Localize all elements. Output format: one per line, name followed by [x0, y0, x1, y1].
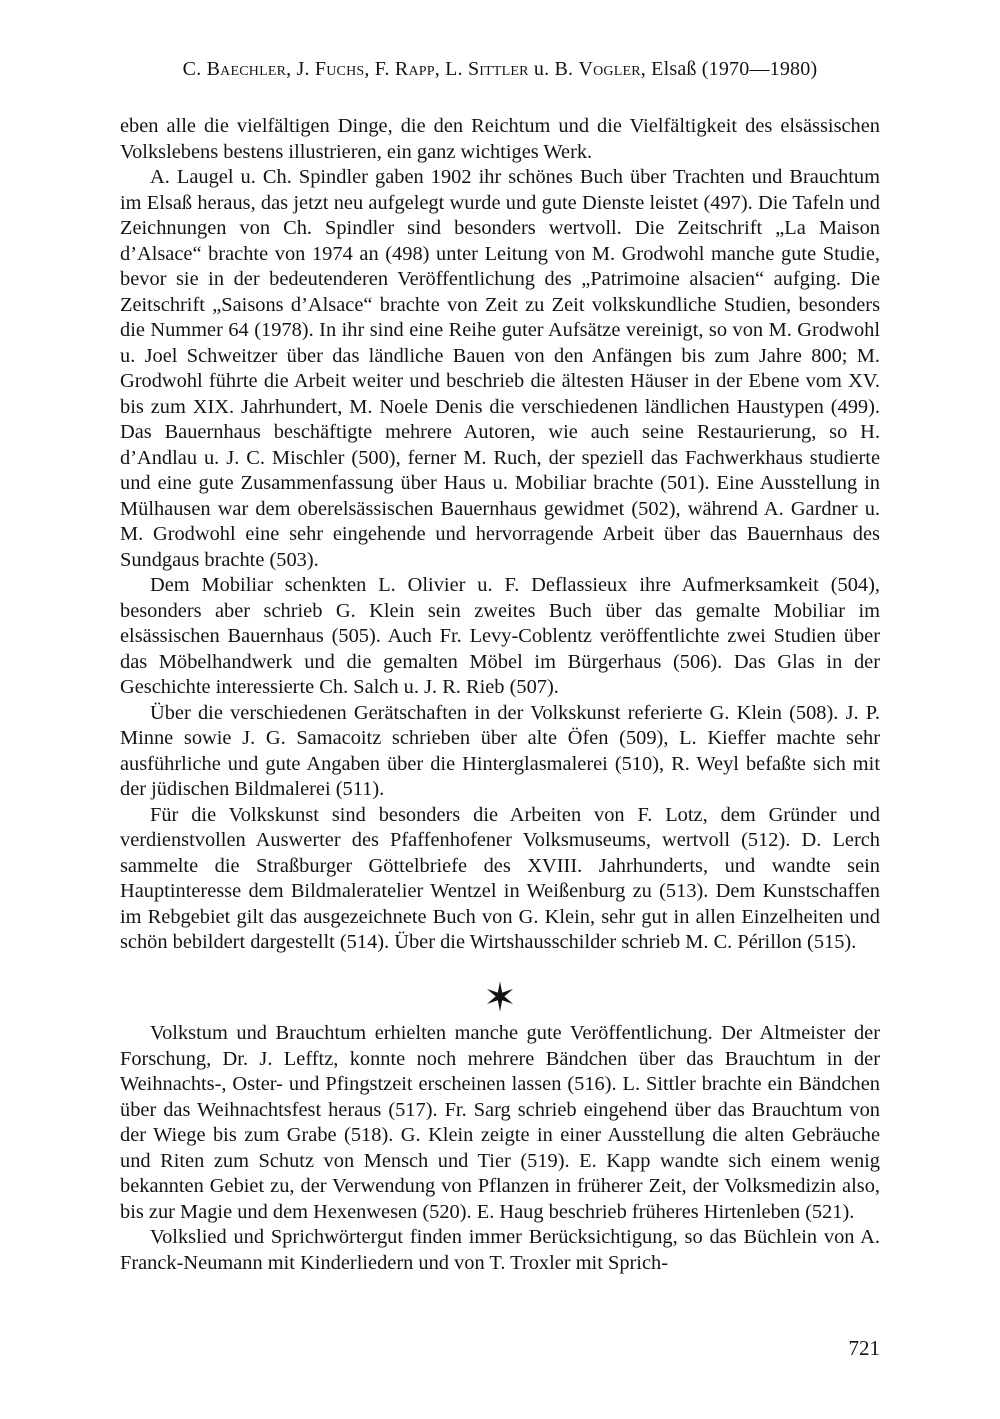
running-head-initials: , J. — [286, 58, 315, 80]
section-separator-star-icon: ✶ — [483, 975, 517, 1021]
paragraph: Volkstum und Brauchtum erhielten manche gute Veröffentlichung. Der Altmeister der Forschung, Dr. J. Lefftz, konnte noch mehrere Bändchen über das Brauchtum in der Weihnachts-, Oster- und Pfingstzeit erscheinen lassen (516). L. Sittler brachte ein Bändchen über das Weihnachtsfest heraus (517). Fr. Sarg schrieb eingehend über das Brauchtum von der Wiege bis zum Grabe (518). G. Klein zeigte in einer Ausstellung die alten Gebräuche und Riten zum Schutz von Mensch und Tier (519). E. Kapp wandte sich einem wenig bekannten Gebiet zu, der Verwendung von Pflanzen in früherer Zeit, der Volksmedizin also, bis zur Magie und dem Hexenwesen (520). E. Haug beschrieb früheres Hirtenleben (521). — [120, 1022, 880, 1223]
running-head-initials: , L. — [434, 58, 468, 80]
author-surname: Sittler — [467, 58, 529, 80]
body-text-bottom — [120, 1021, 880, 1276]
page-number: 721 — [848, 1336, 880, 1360]
author-surname: Vogler — [578, 58, 641, 80]
author-surname: Baechler — [206, 58, 287, 80]
running-head-initials: , F. — [364, 58, 395, 80]
paragraph: Über die verschiedenen Gerätschaften in der Volkskunst referierte G. Klein (508). J. P. Minne sowie J. G. Samacoitz schrieben über alte Öfen (509), L. Kieffer machte sehr ausführliche und gute Angaben über die Hinterglasmalerei (510), R. Weyl befaßte sich mit der jüdischen Bildmalerei (511). — [120, 701, 880, 800]
paragraph: Volkslied und Sprichwörtergut finden immer Berücksichtigung, so das Büchlein von A. Franck-Neumann mit Kinderliedern und von T. Troxler mit Sprich- — [120, 1226, 880, 1274]
running-head-title: , Elsaß (1970—1980) — [640, 58, 818, 80]
paragraph: Für die Volkskunst sind besonders die Arbeiten von F. Lotz, dem Gründer und verdienstvollen Auswerter des Pfaffenhofener Volksmuseums, wertvoll (512). D. Lerch sammelte die Straßburger Göttelbriefe des XVIII. Jahrhunderts, und wandte sein Hauptinteresse dem Bildmaleratelier Wentzel in Weißenburg zu (513). Dem Kunstschaffen im Rebgebiet gilt das ausgezeichnete Buch von G. Klein, sehr gut in allen Einzelheiten und schön bebildert dargestellt (514). Über die Wirtshausschilder schrieb M. C. Périllon (515). — [120, 803, 880, 953]
running-head-initials: C. — [182, 58, 207, 80]
author-surname: Fuchs — [314, 58, 365, 80]
paragraph: A. Laugel u. Ch. Spindler gaben 1902 ihr schönes Buch über Trachten und Brauchtum im Elsaß heraus, das jetzt neu aufgelegt wurde und gute Dienste leistet (497). Die Tafeln und Zeichnungen von Ch. Spindler sind besonders wertvoll. Die Zeitschrift „La Maison d’Alsace“ brachte von 1974 an (498) unter Leitung von M. Grodwohl manche gute Studie, bevor sie in der bedeutenderen Veröffentlichung des „Patrimoine alsacien“ aufging. Die Zeitschrift „Saisons d’Alsace“ brachte von Zeit zu Zeit volkskundliche Studien, besonders die Nummer 64 (1978). In ihr sind eine Reihe guter Aufsätze vereinigt, so von M. Grodwohl u. Joel Schweitzer über das ländliche Bauen von den Anfängen bis zum Jahre 800; M. Grodwohl führte die Arbeit weiter und beschrieb die ältesten Häuser in der Ebene vom XV. bis zum XIX. Jahrhundert, M. Noele Denis die verschiedenen ländlichen Haustypen (499). Das Bauernhaus beschäftigte mehrere Autoren, wie auch seine Restaurierung, so H. d’Andlau u. J. C. Mischler (500), ferner M. Ruch, der speziell das Fachwerkhaus studierte und eine gute Zusammenfassung über Haus u. Mobiliar brachte (501). Eine Ausstellung in Mülhausen war dem oberelsässischen Bauernhaus gewidmet (502), während A. Gardner u. M. Grodwohl eine sehr eingehende und hervorragende Arbeit über das Bauernhaus des Sundgaus brachte (503). — [120, 166, 880, 571]
paragraph: eben alle die vielfältigen Dinge, die den Reichtum und die Vielfältigkeit des elsässischen Volkslebens bestens illustrieren, ein ganz wichtiges Werk. — [120, 115, 880, 163]
paragraph: Dem Mobiliar schenkten L. Olivier u. F. Deflassieux ihre Aufmerksamkeit (504), besonders aber schrieb G. Klein sein zweites Buch über das gemalte Mobiliar im elsässischen Bauernhaus (505). Auch Fr. Levy-Coblentz veröffentlichte zwei Studien über das Möbelhandwerk und die gemalten Möbel im Bürgerhaus (506). Das Glas in der Geschichte interessierte Ch. Salch u. J. R. Rieb (507). — [120, 574, 880, 698]
running-head — [120, 58, 880, 81]
author-surname: Rapp — [394, 58, 435, 80]
running-head-initials: u. B. — [528, 58, 579, 80]
body-text-top — [120, 114, 880, 956]
